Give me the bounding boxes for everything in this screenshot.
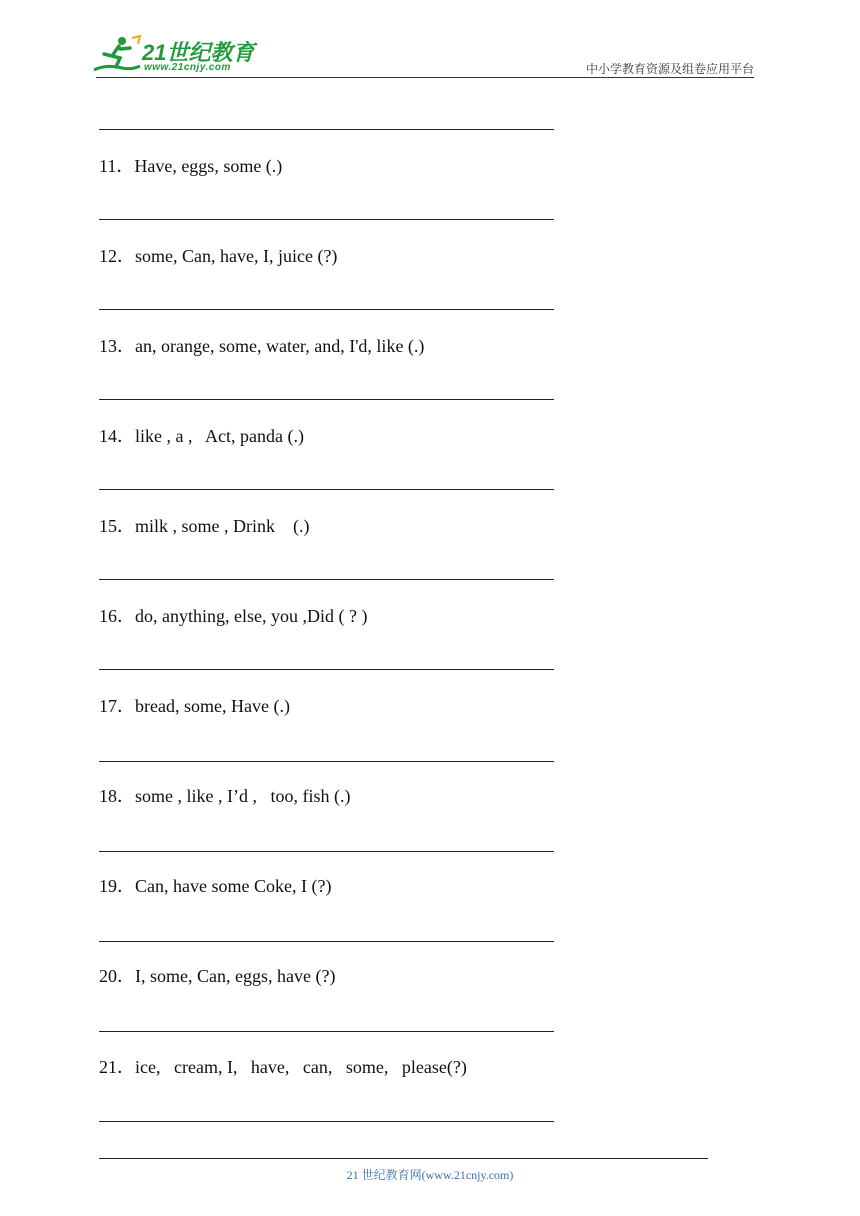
question-text: Have, eggs, some (.) (134, 156, 283, 176)
answer-line (99, 761, 554, 762)
answer-line (99, 129, 554, 130)
question-11 (99, 155, 282, 177)
answer-line (99, 399, 554, 400)
page-header (0, 0, 860, 80)
question-text: I, some, Can, eggs, have (?) (135, 966, 336, 986)
logo-url: www.21cnjy.com (144, 62, 231, 73)
question-19 (99, 875, 331, 897)
question-15 (99, 515, 309, 537)
question-number: 13． (99, 336, 135, 356)
question-text: some , like , I’d , too, fish (.) (135, 786, 351, 806)
question-number: 17． (99, 696, 135, 716)
answer-line (99, 1121, 554, 1122)
logo-title: 21世纪教育 (142, 40, 255, 65)
question-number: 12． (99, 246, 135, 266)
question-13 (99, 335, 424, 357)
question-number: 20． (99, 966, 135, 986)
question-text: like , a , Act, panda (.) (135, 426, 304, 446)
question-text: do, anything, else, you ,Did ( ? ) (135, 606, 368, 626)
answer-line (99, 851, 554, 852)
question-16 (99, 605, 367, 627)
running-figure-icon (92, 34, 142, 76)
question-14 (99, 425, 304, 447)
question-number: 21． (99, 1057, 135, 1077)
question-number: 15． (99, 516, 135, 536)
answer-line (99, 1031, 554, 1032)
answer-line (99, 309, 554, 310)
answer-line (99, 579, 554, 580)
site-logo (92, 34, 262, 78)
answer-line (99, 941, 554, 942)
platform-name: 中小学教育资源及组卷应用平台 (585, 62, 754, 76)
footer-divider (99, 1158, 708, 1159)
question-text: bread, some, Have (.) (135, 696, 290, 716)
answer-line (99, 219, 554, 220)
question-text: ice, cream, I, have, can, some, please(?) (135, 1057, 467, 1077)
question-20 (99, 965, 335, 987)
question-number: 18． (99, 786, 135, 806)
question-21 (99, 1056, 467, 1078)
question-number: 14． (99, 426, 135, 446)
question-text: Can, have some Coke, I (?) (135, 876, 332, 896)
question-text: milk , some , Drink (.) (135, 516, 310, 536)
question-number: 11． (99, 156, 135, 176)
answer-line (99, 489, 554, 490)
question-number: 19． (99, 876, 135, 896)
question-text: an, orange, some, water, and, I'd, like (.) (135, 336, 425, 356)
footer-text: 21 世纪教育网(www.21cnjy.com) (346, 1168, 514, 1182)
question-12 (99, 245, 337, 267)
header-divider (96, 77, 754, 78)
question-17 (99, 695, 290, 717)
answer-line (99, 669, 554, 670)
question-text: some, Can, have, I, juice (?) (135, 246, 338, 266)
question-number: 16． (99, 606, 135, 626)
question-18 (99, 785, 350, 807)
